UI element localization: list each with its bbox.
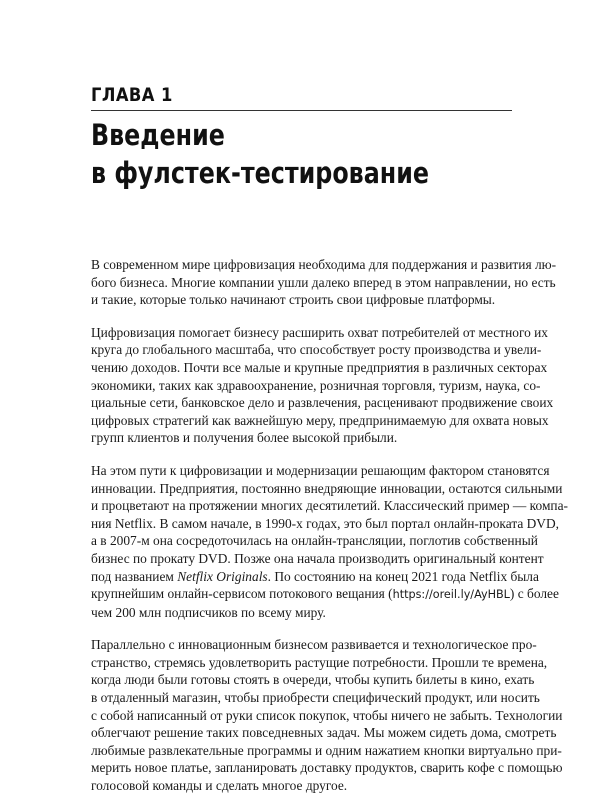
- text-line: бого бизнеса. Многие компании ушли далеко вперед в этом направлении, но есть: [91, 274, 556, 290]
- text-line: странство, стремясь удовлетворить растущие потребности. Прошли те времена,: [91, 654, 548, 670]
- body-text: [91, 256, 568, 810]
- text-line: облегчают решение таких повседневных задач. Мы можем сидеть дома, смотреть: [91, 725, 557, 741]
- text-line: чению доходов. Почти все малые и крупные предприятия в различных секторах: [91, 359, 548, 375]
- chapter-title: [91, 116, 429, 192]
- text-line: с собой написанный от руки список покупок, чтобы ничего не забыть. Технологии: [91, 707, 563, 723]
- text-line: чем 200 млн подписчиков по всему миру.: [91, 604, 326, 620]
- text-line: На этом пути к цифровизации и модернизации решающим фактором становятся: [91, 462, 550, 478]
- chapter-title-line: в фулстек-тестирование: [91, 156, 429, 190]
- chapter-divider: [91, 110, 512, 111]
- paragraph: [91, 256, 557, 309]
- text-line: инновации. Предприятия, постоянно внедряющие инновации, остаются сильными: [91, 480, 563, 496]
- text-line: экономики, таких как здравоохранение, розничная торговля, туризм, наука, со-: [91, 377, 541, 393]
- text-line: [91, 585, 559, 604]
- text-line: В современном мире цифровизация необходима для поддержания и развития лю-: [91, 257, 557, 272]
- text-run: под названием: [91, 568, 178, 584]
- text-run: ) с более: [509, 586, 559, 602]
- text-line: Параллельно с инновационным бизнесом развивается и технологическое про-: [91, 637, 537, 653]
- text-line: мерить новое платье, запланировать доставку продуктов, сварить кофе с помощью: [91, 760, 563, 776]
- reference-link[interactable]: https://oreil.ly/AyHBL: [392, 588, 510, 602]
- text-line: круга до глобального масштаба, что способствует росту производства и увели-: [91, 342, 542, 358]
- text-line: [91, 568, 539, 586]
- text-run: крупнейшим онлайн-сервисом потокового вещания (: [91, 586, 393, 602]
- text-line: а в 2007-м она сосредоточилась на онлайн-трансляции, поглотив собственный: [91, 533, 538, 549]
- italic-title: Netflix Originals: [177, 568, 268, 584]
- text-line: когда люди были готовы стоять в очереди, чтобы купить билеты в кино, ехать: [91, 672, 535, 688]
- text-line: цифровых стратегий как важнейшую меру, предпринимаемую для охвата новых: [91, 412, 549, 428]
- text-line: в отдаленный магазин, чтобы приобрести специфический продукт, или носить: [91, 690, 540, 706]
- paragraph: [91, 324, 554, 447]
- text-line: циальные сети, банковское дело и развлечения, расценивают продвижение своих: [91, 395, 554, 411]
- text-run: . По состоянию на конец 2021 года Netflix была: [267, 568, 539, 584]
- text-line: бизнес по прокату DVD. Позже она начала производить оригинальный контент: [91, 550, 544, 566]
- text-line: Цифровизация помогает бизнесу расширить охват потребителей от местного их: [91, 324, 549, 340]
- text-line: ния Netflix. В самом начале, в 1990-х годах, это был портал онлайн-проката DVD,: [91, 515, 559, 531]
- text-line: голосовой команды и сделать многое другое.: [91, 778, 348, 794]
- chapter-label: ГЛАВА 1: [91, 84, 173, 106]
- paragraph: [91, 636, 563, 794]
- text-line: любимые развлекательные программы и одним нажатием кнопки виртуально при-: [91, 742, 562, 758]
- paragraph: [91, 462, 568, 621]
- text-line: и процветают на протяжении многих десятилетий. Классический пример — компа-: [91, 498, 568, 514]
- text-line: групп клиентов и получения более высокой прибыли.: [91, 430, 398, 446]
- text-line: и такие, которые только начинают строить свои цифровые платформы.: [91, 292, 496, 308]
- chapter-title-line: Введение: [91, 118, 225, 152]
